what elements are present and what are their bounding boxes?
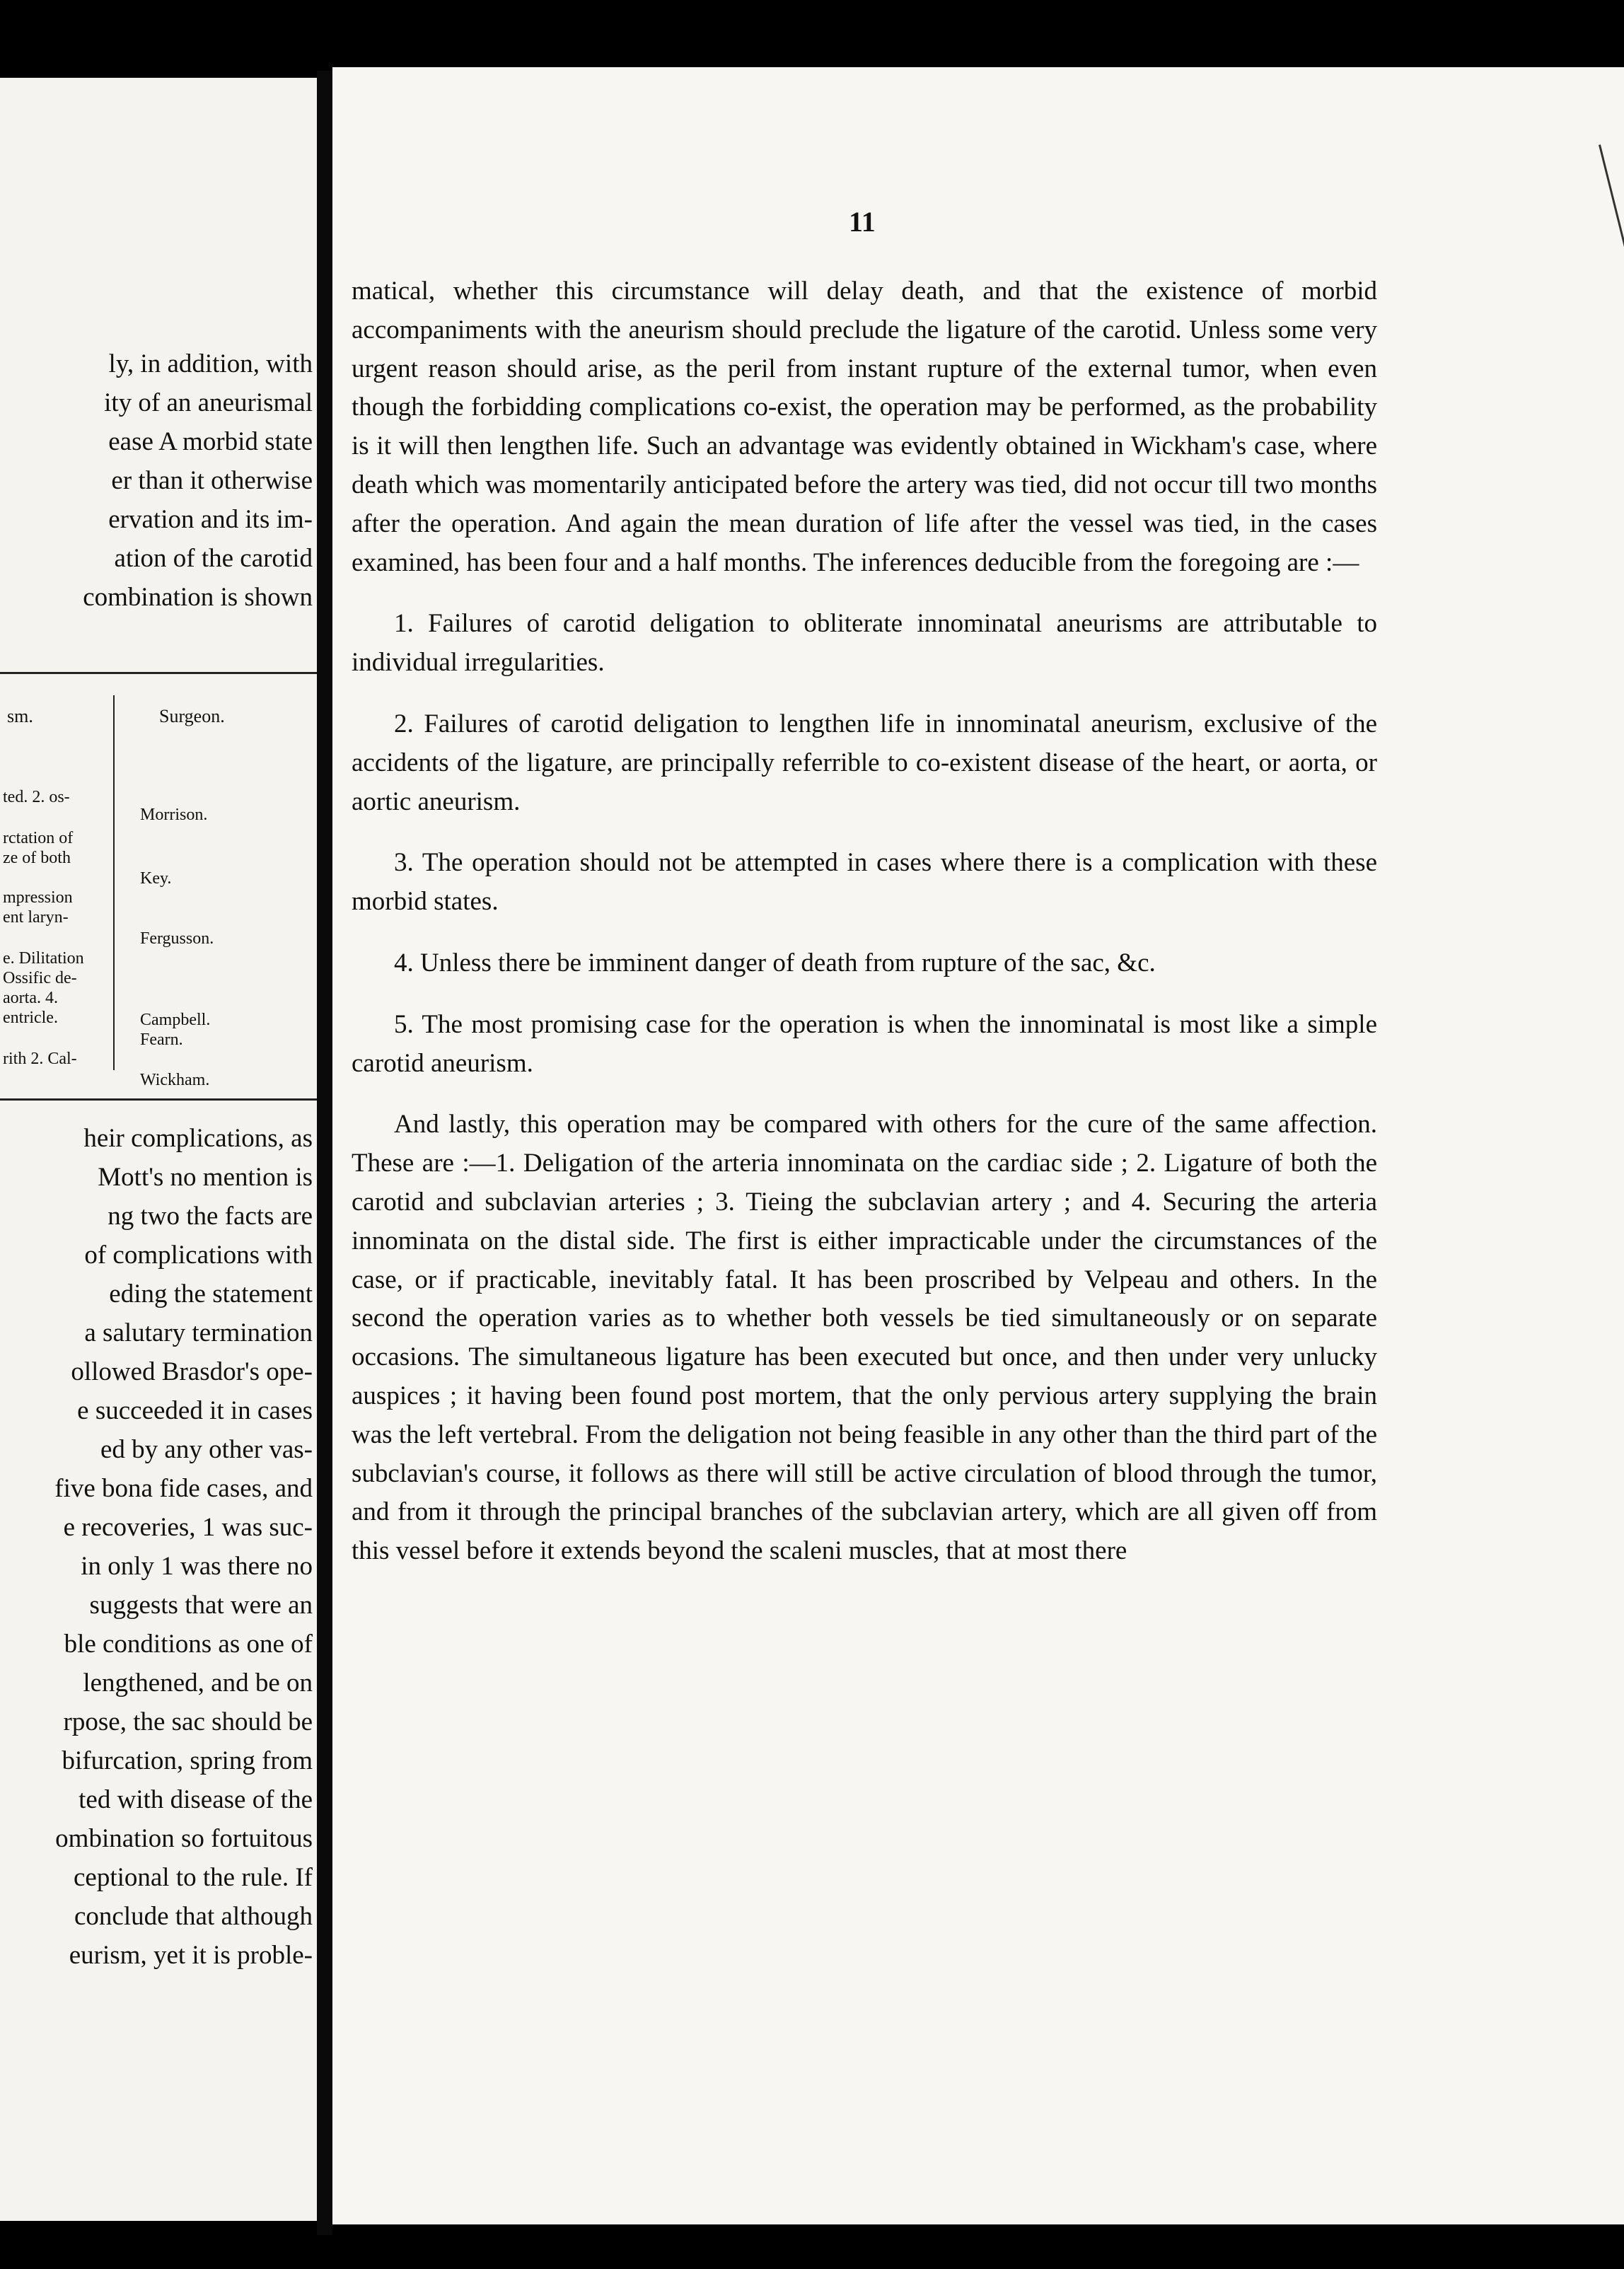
left-line: ceptional to the rule. If xyxy=(73,1863,313,1892)
left-line: ease A morbid state xyxy=(108,427,313,456)
left-line: conclude that although xyxy=(74,1902,313,1931)
table-cell: mpression xyxy=(3,888,73,907)
page-body xyxy=(352,272,1377,1571)
table-cell: entricle. xyxy=(3,1009,58,1027)
left-line: five bona fide cases, and xyxy=(54,1474,313,1503)
left-line: rpose, the sac should be xyxy=(63,1707,313,1736)
left-line: ted with disease of the xyxy=(79,1785,313,1814)
table-cell: aorta. 4. xyxy=(3,989,58,1007)
surgeon-name: Campbell. xyxy=(140,1011,211,1029)
left-line: er than it otherwise xyxy=(111,466,313,495)
paper-crease xyxy=(1599,144,1624,516)
left-table xyxy=(0,672,317,1101)
left-line: combination is shown xyxy=(83,583,313,612)
inference-item: 3. The operation should not be attempted in cases where there is a complication with these morbid states. xyxy=(352,848,1377,917)
table-cell: ze of both xyxy=(3,849,71,867)
table-header-surgeon: Surgeon. xyxy=(159,706,225,726)
left-page-fragment xyxy=(0,78,317,2221)
table-cell: Ossific de- xyxy=(3,969,77,987)
left-line: lengthened, and be on xyxy=(83,1669,313,1698)
table-cell: ent laryn- xyxy=(3,908,69,927)
paragraph: And lastly, this operation may be compared with others for the cure of the same affection. These are :—1. Deligation of the arteria innominata on the cardiac side ; 2. Ligature of both the carotid and subclavian arteries ; 3. Tieing the subclavian artery ; and 4. Securing the arteria innominata on the distal side. The first is either impracticable under the circumstances of the case, or if practicable, inevitably fatal. It has been proscribed by Velpeau and others. In the second the operation varies as to whether both vessels be tied simultaneously or on separate occasions. The simultaneous ligature has been executed but once, and then under very unlucky auspices ; it having been found post mortem, that the only pervious artery supplying the brain was the left vertebral. From the deligation not being feasible in any other than the third part of the subclavian's course, it follows as there will still be active circulation of blood through the tumor, and from it through the principal branches of the subclavian artery, which are all given off from this vessel before it extends beyond the scaleni muscles, that at most there xyxy=(352,1110,1377,1566)
table-cell: rctation of xyxy=(3,829,74,847)
left-line: heir complications, as xyxy=(83,1124,313,1153)
left-line: ng two the facts are xyxy=(108,1202,313,1231)
paragraph: matical, whether this circumstance will delay death, and that the existence of morbid accompaniments with the aneurism should preclude the ligature of the carotid. Unless some very urgent reason should arise, as the peril from instant rupture of the external tumor, when even though the forbidding complications co-exist, the operation may be performed, as the probability is it will then lengthen life. Such an advantage was evidently obtained in Wickham's case, where death which was momentarily anticipated before the artery was tied, did not occur till two months after the operation. And again the mean duration of life after the vessel was tied, in the cases examined, has been four and a half months. The inferences deducible from the foregoing are :— xyxy=(352,277,1377,577)
inference-item: 5. The most promising case for the operation is when the innominatal is most like a simple carotid aneurism. xyxy=(352,1009,1377,1078)
left-line: eurism, yet it is proble- xyxy=(69,1941,313,1970)
left-line: ervation and its im- xyxy=(108,505,313,534)
left-line: ble conditions as one of xyxy=(64,1630,313,1659)
left-line: ation of the carotid xyxy=(114,544,313,573)
left-line: ly, in addition, with xyxy=(108,349,313,378)
left-line: ed by any other vas- xyxy=(100,1435,313,1464)
left-line: Mott's no mention is xyxy=(98,1163,313,1192)
left-line: of complications with xyxy=(84,1241,313,1270)
left-line: in only 1 was there no xyxy=(81,1552,313,1581)
page-number: 11 xyxy=(849,206,876,238)
table-cell: ted. 2. os- xyxy=(3,788,70,806)
left-line: ombination so fortuitous xyxy=(55,1824,313,1853)
page-gutter xyxy=(317,71,332,2235)
surgeon-name: Fearn. xyxy=(140,1031,183,1049)
table-header-left: sm. xyxy=(7,706,33,726)
inference-item: 2. Failures of carotid deligation to lengthen life in innominatal aneurism, exclusive of the accidents of the ligature, are principally referrible to co-existent disease of the heart, or aorta, or aortic aneurism. xyxy=(352,709,1377,816)
left-line: e succeeded it in cases xyxy=(77,1396,313,1425)
table-cell: e. Dilitation xyxy=(3,949,84,968)
surgeon-name: Wickham. xyxy=(140,1071,210,1089)
table-divider xyxy=(113,695,115,1070)
surgeon-name: Fergusson. xyxy=(140,929,214,948)
left-line: ity of an aneurismal xyxy=(104,388,313,417)
inference-item: 4. Unless there be imminent danger of death from rupture of the sac, &c. xyxy=(394,948,1156,977)
left-line: e recoveries, 1 was suc- xyxy=(63,1513,313,1542)
left-line: suggests that were an xyxy=(89,1591,313,1620)
surgeon-name: Morrison. xyxy=(140,806,208,824)
left-line: a salutary termination xyxy=(84,1318,313,1347)
left-line: ollowed Brasdor's ope- xyxy=(71,1357,313,1386)
left-line: bifurcation, spring from xyxy=(62,1746,313,1775)
table-cell: rith 2. Cal- xyxy=(3,1050,77,1068)
surgeon-name: Key. xyxy=(140,869,172,888)
inference-item: 1. Failures of carotid deligation to obliterate innominatal aneurisms are attributable to individual irregularities. xyxy=(352,609,1377,678)
left-line: eding the statement xyxy=(109,1279,313,1308)
